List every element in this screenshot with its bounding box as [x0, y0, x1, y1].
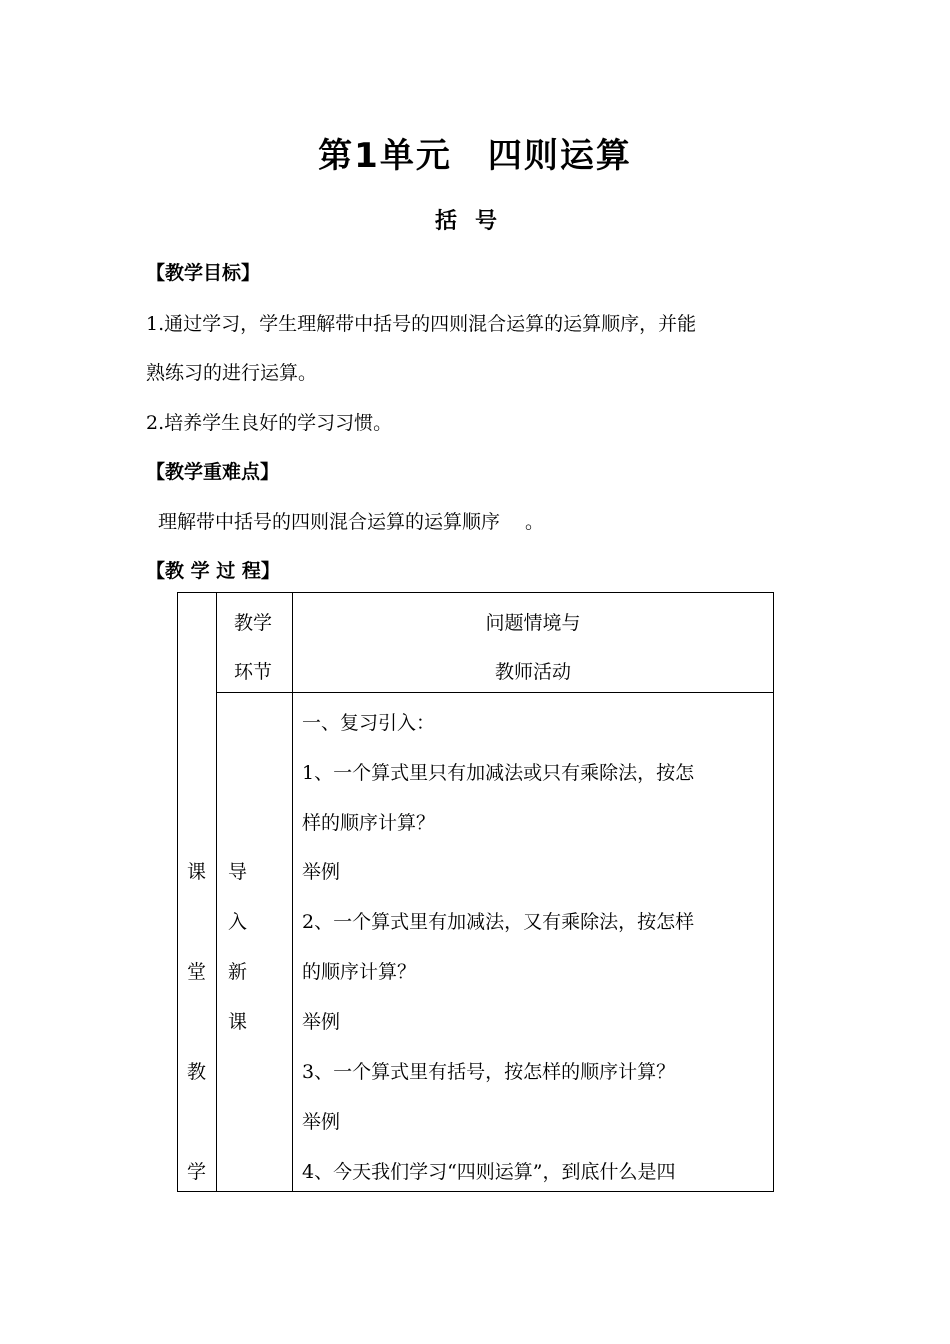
objective-2: 2.培养学生良好的学习习惯。 [146, 412, 393, 434]
table-border-bottom [177, 1191, 774, 1192]
lesson-subtitle: 括号 [434, 209, 515, 234]
process-heading: 【教 学 过 程】 [146, 560, 280, 582]
side-label-char: 课 [187, 861, 207, 883]
page-title: 第1单元 四则运算 [318, 136, 632, 176]
content-line: 的顺序计算？ [302, 961, 417, 983]
stage-label-char: 入 [228, 911, 248, 933]
content-line: 4、今天我们学习“四则运算”，到底什么是四 [302, 1161, 676, 1183]
stage-label-char: 课 [228, 1011, 248, 1033]
content-line: 2、一个算式里有加减法，又有乘除法，按怎样 [302, 911, 695, 933]
header-stage-line-1: 教学 [234, 612, 273, 634]
header-stage-line-2: 环节 [234, 661, 273, 683]
content-line: 举例 [302, 1011, 341, 1033]
side-label-char: 堂 [187, 961, 207, 983]
content-line: 1、一个算式里只有加减法或只有乘除法，按怎 [302, 762, 695, 784]
content-line: 3、一个算式里有括号，按怎样的顺序计算？ [302, 1061, 676, 1083]
header-activity-line-2: 教师活动 [494, 661, 571, 683]
stage-label-char: 导 [228, 861, 248, 883]
stage-label-char: 新 [228, 961, 248, 983]
content-line: 一、复习引入： [302, 712, 436, 734]
content-line: 样的顺序计算？ [302, 812, 436, 834]
key-points-heading: 【教学重难点】 [146, 461, 280, 483]
objective-1-line-1: 1.通过学习，学生理解带中括号的四则混合运算的运算顺序，并能 [146, 313, 697, 335]
table-border-left [177, 592, 178, 1192]
key-points-text: 理解带中括号的四则混合运算的运算顺序 。 [158, 511, 545, 533]
side-label-char: 学 [187, 1161, 207, 1183]
side-label-char: 教 [187, 1061, 207, 1083]
table-border-top [177, 592, 774, 593]
table-border-right [773, 592, 774, 1192]
table-divider-col1 [216, 592, 217, 1192]
header-activity-line-1: 问题情境与 [485, 612, 581, 634]
objective-1-line-2: 熟练习的进行运算。 [146, 362, 318, 384]
table-divider-header [216, 692, 774, 693]
content-line: 举例 [302, 861, 341, 883]
objectives-heading: 【教学目标】 [146, 262, 261, 284]
content-line: 举例 [302, 1111, 341, 1133]
